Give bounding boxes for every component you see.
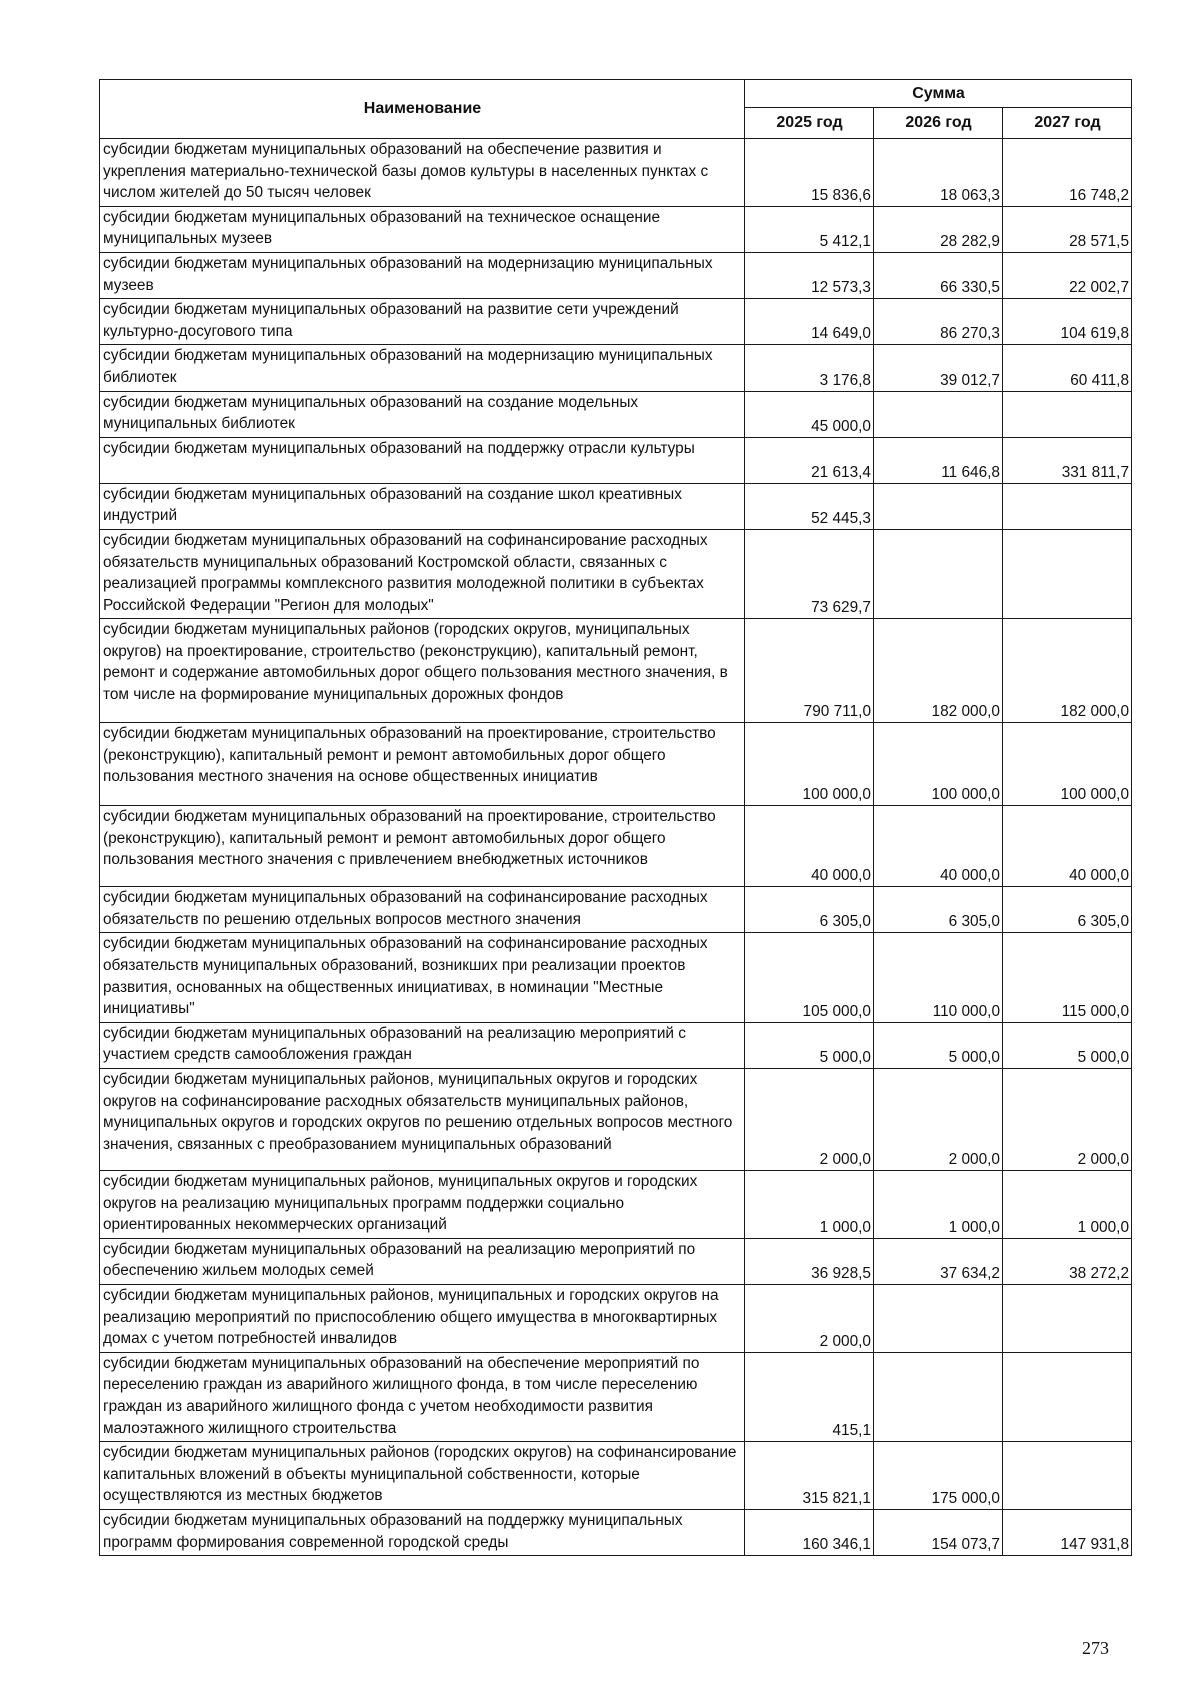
page-number: 273 xyxy=(1082,1638,1109,1658)
row-name-cell: субсидии бюджетам муниципальных образований на софинансирование расходных обязательств по решению отдельных вопросов местного значения xyxy=(100,887,745,933)
table-row xyxy=(100,1442,1132,1510)
row-value-2026: 182 000,0 xyxy=(874,619,1003,723)
row-name-cell: субсидии бюджетам муниципальных образований на развитие сети учреждений культурно-досугового типа xyxy=(100,299,745,345)
row-name-cell: субсидии бюджетам муниципальных образований на проектирование, строительство (реконструкцию), капитальный ремонт и ремонт автомобильных дорог общего пользования местного значения с привлечением внебюджетных источников xyxy=(100,806,745,887)
row-name-cell: субсидии бюджетам муниципальных образований на поддержку отрасли культуры xyxy=(100,437,745,483)
row-value-2026: 40 000,0 xyxy=(874,806,1003,887)
row-value-2027: 1 000,0 xyxy=(1003,1171,1132,1239)
row-value-2027: 22 002,7 xyxy=(1003,252,1132,298)
row-name-cell: субсидии бюджетам муниципальных районов, муниципальных округов и городских округов на софинансирование расходных обязательств муниципальных районов, муниципальных округов и городских округов по решению отдельных вопросов местного значения, связанных с преобразованием муниципальных образований xyxy=(100,1069,745,1171)
row-value-2026: 100 000,0 xyxy=(874,723,1003,806)
row-value-2026: 37 634,2 xyxy=(874,1238,1003,1284)
row-value-2027 xyxy=(1003,1285,1132,1353)
budget-table xyxy=(99,79,1132,1556)
row-value-2027: 331 811,7 xyxy=(1003,437,1132,483)
row-value-2025: 1 000,0 xyxy=(745,1171,874,1239)
row-value-2025: 105 000,0 xyxy=(745,933,874,1022)
row-name-cell: субсидии бюджетам муниципальных районов (городских округов) на софинансирование капитальных вложений в объекты муниципальной собственности, которые осуществляются из местных бюджетов xyxy=(100,1442,745,1510)
row-name-cell: субсидии бюджетам муниципальных образований на обеспечение мероприятий по переселению граждан из аварийного жилищного фонда, в том числе переселению граждан из аварийного жилищного фонда с учетом необходимости развития малоэтажного жилищного строительства xyxy=(100,1352,745,1441)
row-name-cell: субсидии бюджетам муниципальных образований на модернизацию муниципальных библиотек xyxy=(100,345,745,391)
row-value-2027 xyxy=(1003,391,1132,437)
table-row xyxy=(100,529,1132,618)
table-body xyxy=(100,139,1132,1556)
row-value-2027 xyxy=(1003,1352,1132,1441)
row-name-cell: субсидии бюджетам муниципальных образований на софинансирование расходных обязательств муниципальных образований Костромской области, связанных с реализацией программы комплексного развития молодежной политики в субъектах Российской Федерации "Регион для молодых" xyxy=(100,529,745,618)
row-value-2025: 415,1 xyxy=(745,1352,874,1441)
row-value-2026: 5 000,0 xyxy=(874,1022,1003,1068)
row-value-2025: 2 000,0 xyxy=(745,1285,874,1353)
row-name-cell: субсидии бюджетам муниципальных образований на модернизацию муниципальных музеев xyxy=(100,252,745,298)
row-value-2025: 6 305,0 xyxy=(745,887,874,933)
row-value-2027: 100 000,0 xyxy=(1003,723,1132,806)
row-value-2025: 5 000,0 xyxy=(745,1022,874,1068)
row-name-cell: субсидии бюджетам муниципальных районов (городских округов, муниципальных округов) на проектирование, строительство (реконструкцию), капитальный ремонт, ремонт и содержание автомобильных дорог общего пользования местного значения, в том числе на формирование муниципальных дорожных фондов xyxy=(100,619,745,723)
row-name-cell: субсидии бюджетам муниципальных образований на реализацию мероприятий с участием средств самообложения граждан xyxy=(100,1022,745,1068)
row-value-2026 xyxy=(874,1285,1003,1353)
row-value-2025: 40 000,0 xyxy=(745,806,874,887)
row-name-cell: субсидии бюджетам муниципальных районов, муниципальных округов и городских округов на реализацию муниципальных программ поддержки социально ориентированных некоммерческих организаций xyxy=(100,1171,745,1239)
table-row xyxy=(100,299,1132,345)
row-value-2027: 40 000,0 xyxy=(1003,806,1132,887)
row-value-2025: 160 346,1 xyxy=(745,1509,874,1555)
table-row xyxy=(100,1022,1132,1068)
row-value-2026: 28 282,9 xyxy=(874,206,1003,252)
row-value-2027: 104 619,8 xyxy=(1003,299,1132,345)
row-value-2026 xyxy=(874,391,1003,437)
row-value-2027: 6 305,0 xyxy=(1003,887,1132,933)
table-row xyxy=(100,806,1132,887)
header-year-2026: 2026 год xyxy=(874,108,1003,139)
table-row xyxy=(100,1069,1132,1171)
row-value-2025: 2 000,0 xyxy=(745,1069,874,1171)
row-name-cell: субсидии бюджетам муниципальных образований на создание школ креативных индустрий xyxy=(100,483,745,529)
row-value-2025: 790 711,0 xyxy=(745,619,874,723)
row-value-2025: 21 613,4 xyxy=(745,437,874,483)
row-value-2027 xyxy=(1003,483,1132,529)
table-row xyxy=(100,1285,1132,1353)
row-name-cell: субсидии бюджетам муниципальных образований на техническое оснащение муниципальных музеев xyxy=(100,206,745,252)
row-value-2027: 60 411,8 xyxy=(1003,345,1132,391)
row-value-2026: 39 012,7 xyxy=(874,345,1003,391)
row-value-2025: 12 573,3 xyxy=(745,252,874,298)
table-row xyxy=(100,1509,1132,1555)
row-value-2026: 154 073,7 xyxy=(874,1509,1003,1555)
header-name: Наименование xyxy=(100,80,745,139)
row-name-cell: субсидии бюджетам муниципальных образований на софинансирование расходных обязательств муниципальных образований, возникших при реализации проектов развития, основанных на общественных инициативах, в номинации "Местные инициативы" xyxy=(100,933,745,1022)
row-value-2027: 16 748,2 xyxy=(1003,139,1132,207)
row-value-2025: 315 821,1 xyxy=(745,1442,874,1510)
row-value-2025: 3 176,8 xyxy=(745,345,874,391)
table-row xyxy=(100,1171,1132,1239)
row-value-2027: 2 000,0 xyxy=(1003,1069,1132,1171)
row-value-2026 xyxy=(874,483,1003,529)
row-value-2026: 1 000,0 xyxy=(874,1171,1003,1239)
row-value-2027: 38 272,2 xyxy=(1003,1238,1132,1284)
table-row xyxy=(100,139,1132,207)
row-name-cell: субсидии бюджетам муниципальных образований на поддержку муниципальных программ формирования современной городской среды xyxy=(100,1509,745,1555)
row-value-2027: 5 000,0 xyxy=(1003,1022,1132,1068)
table-row xyxy=(100,1238,1132,1284)
table-row xyxy=(100,437,1132,483)
row-value-2025: 15 836,6 xyxy=(745,139,874,207)
table-row xyxy=(100,252,1132,298)
row-value-2025: 73 629,7 xyxy=(745,529,874,618)
row-value-2027 xyxy=(1003,1442,1132,1510)
table-row xyxy=(100,619,1132,723)
row-name-cell: субсидии бюджетам муниципальных образований на реализацию мероприятий по обеспечению жильем молодых семей xyxy=(100,1238,745,1284)
row-name-cell: субсидии бюджетам муниципальных образований на обеспечение развития и укрепления материально-технической базы домов культуры в населенных пунктах с числом жителей до 50 тысяч человек xyxy=(100,139,745,207)
row-value-2026: 175 000,0 xyxy=(874,1442,1003,1510)
row-name-cell: субсидии бюджетам муниципальных районов, муниципальных и городских округов на реализацию мероприятий по приспособлению общего имущества в многоквартирных домах с учетом потребностей инвалидов xyxy=(100,1285,745,1353)
row-value-2026: 66 330,5 xyxy=(874,252,1003,298)
row-value-2026: 18 063,3 xyxy=(874,139,1003,207)
row-value-2026: 6 305,0 xyxy=(874,887,1003,933)
table-row xyxy=(100,933,1132,1022)
row-value-2027: 115 000,0 xyxy=(1003,933,1132,1022)
table-row xyxy=(100,206,1132,252)
row-value-2025: 100 000,0 xyxy=(745,723,874,806)
row-value-2026: 11 646,8 xyxy=(874,437,1003,483)
row-value-2025: 14 649,0 xyxy=(745,299,874,345)
row-value-2025: 45 000,0 xyxy=(745,391,874,437)
row-name-cell: субсидии бюджетам муниципальных образований на создание модельных муниципальных библиотек xyxy=(100,391,745,437)
row-value-2026: 86 270,3 xyxy=(874,299,1003,345)
table-row xyxy=(100,391,1132,437)
table-row xyxy=(100,1352,1132,1441)
row-value-2027: 182 000,0 xyxy=(1003,619,1132,723)
row-name-cell: субсидии бюджетам муниципальных образований на проектирование, строительство (реконструкцию), капитальный ремонт и ремонт автомобильных дорог общего пользования местного значения на основе общественных инициатив xyxy=(100,723,745,806)
table-row xyxy=(100,483,1132,529)
row-value-2027 xyxy=(1003,529,1132,618)
row-value-2025: 36 928,5 xyxy=(745,1238,874,1284)
header-year-2027: 2027 год xyxy=(1003,108,1132,139)
header-sum: Сумма xyxy=(745,80,1132,108)
table-row xyxy=(100,723,1132,806)
row-value-2026 xyxy=(874,1352,1003,1441)
row-value-2026: 110 000,0 xyxy=(874,933,1003,1022)
table-row xyxy=(100,345,1132,391)
row-value-2027: 28 571,5 xyxy=(1003,206,1132,252)
table-row xyxy=(100,887,1132,933)
row-value-2026: 2 000,0 xyxy=(874,1069,1003,1171)
header-year-2025: 2025 год xyxy=(745,108,874,139)
row-value-2026 xyxy=(874,529,1003,618)
row-value-2027: 147 931,8 xyxy=(1003,1509,1132,1555)
row-value-2025: 5 412,1 xyxy=(745,206,874,252)
row-value-2025: 52 445,3 xyxy=(745,483,874,529)
